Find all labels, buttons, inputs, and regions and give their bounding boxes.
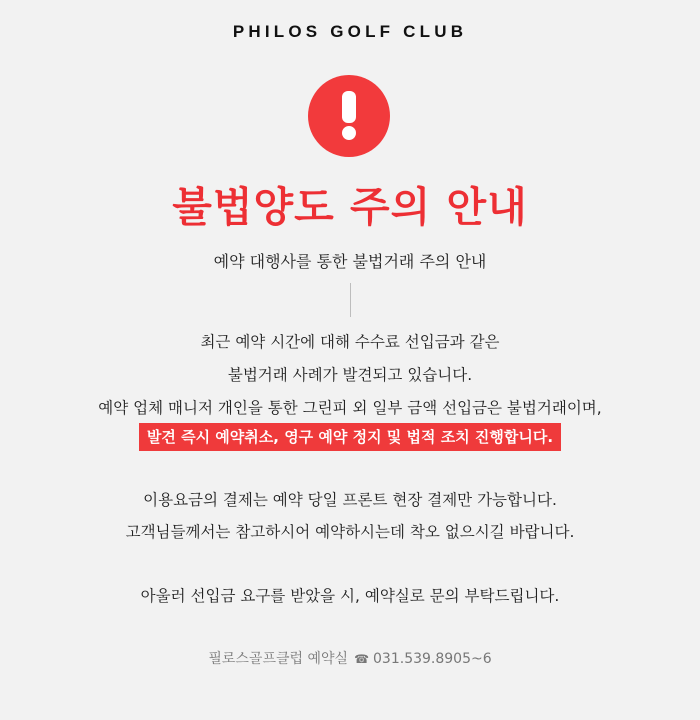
body-line-3: 예약 업체 매니저 개인을 통한 그린피 외 일부 금액 선입금은 불법거래이며, — [98, 399, 602, 417]
notice-subtitle: 예약 대행사를 통한 불법거래 주의 안내 — [213, 252, 487, 271]
body-line-1: 최근 예약 시간에 대해 수수료 선입금과 같은 — [200, 333, 500, 351]
payment-line-1: 이용요금의 결제는 예약 당일 프론트 현장 결제만 가능합니다. — [143, 491, 557, 509]
warning-highlight-row — [0, 423, 700, 451]
exclamation-icon — [339, 91, 359, 141]
vertical-divider — [350, 283, 351, 317]
warning-highlight: 발견 즉시 예약취소, 영구 예약 정지 및 법적 조치 진행합니다. — [139, 423, 561, 451]
body-line-2: 불법거래 사례가 발견되고 있습니다. — [227, 366, 473, 384]
footer-label: 필로스골프클럽 예약실 — [208, 651, 349, 667]
brand-logo-text: PHILOS GOLF CLUB — [232, 22, 468, 41]
phone-icon: ☎ — [354, 652, 370, 666]
alert-exclamation-icon — [308, 75, 390, 157]
footer-phone-number: 031.539.8905~6 — [373, 651, 492, 667]
contact-line: 아울러 선입금 요구를 받았을 시, 예약실로 문의 부탁드립니다. — [140, 587, 560, 605]
notice-title: 불법양도 주의 안내 — [172, 183, 528, 231]
payment-line-2: 고객님들께서는 참고하시어 예약하시는데 착오 없으시길 바랍니다. — [125, 523, 575, 541]
footer-contact — [0, 648, 700, 668]
